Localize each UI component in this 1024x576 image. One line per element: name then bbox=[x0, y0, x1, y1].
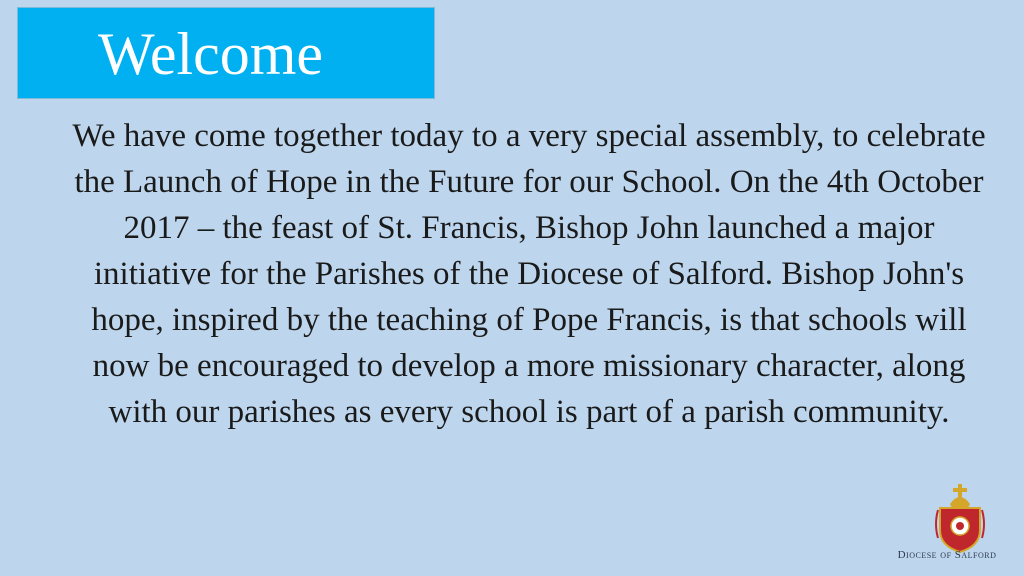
slide-body-text: We have come together today to a very special assembly, to celebrate the Launch of Hope in the Future for our School. On the 4th October 2017 – the feast of St. Francis, Bishop John launched a major initiative for the Parishes of the Diocese of Salford. Bishop John's hope, inspired by the teaching of Pope Francis, is that schools will now be encouraged to develop a more missionary character, along with our parishes as every school is part of a parish community. bbox=[72, 118, 986, 430]
slide-title: Welcome bbox=[98, 21, 324, 87]
title-banner bbox=[17, 7, 435, 99]
diocese-crest-icon bbox=[934, 484, 986, 554]
diocese-label: Diocese of Salford bbox=[897, 549, 997, 561]
